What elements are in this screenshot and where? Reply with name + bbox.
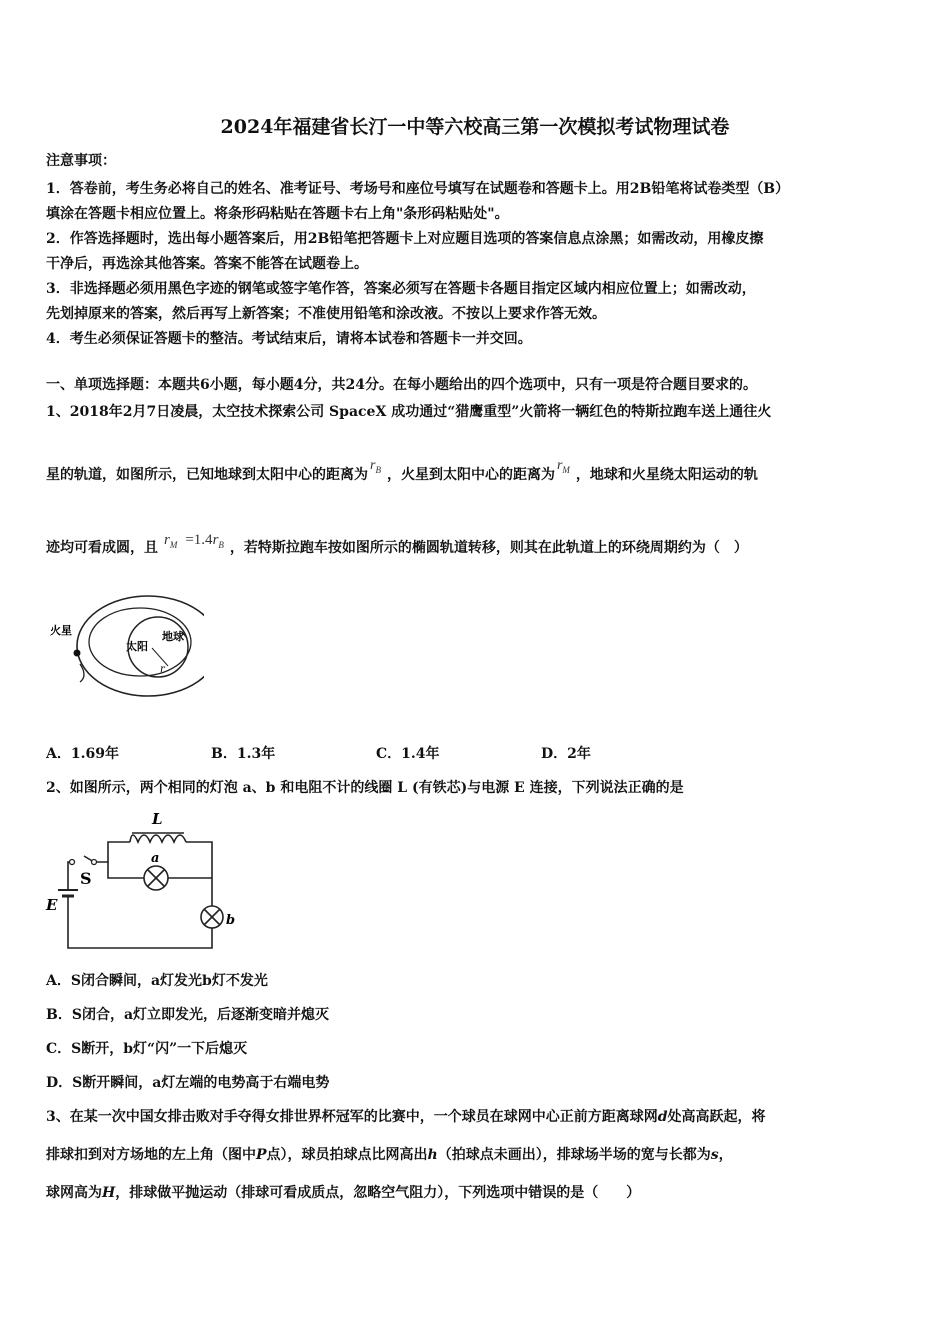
right-wire [186,842,212,906]
variable-d: d [657,1109,668,1125]
q3-text: 3、在某一次中国女排击败对手夺得女排世界杯冠军的比赛中，一个球员在球网中心正前方距离球网 [46,1109,658,1125]
q1-option-a[interactable]: A．1.69年 [46,746,119,762]
q3-stem-line2 [46,1146,733,1164]
inductor-label: L [152,810,163,828]
notice-line: 先划掉原来的答案，然后再写上新答案；不准使用铅笔和涂改液。不按以上要求作答无效。 [46,306,606,322]
q3-text: 球网高为 [46,1185,102,1201]
page-title: 2024年福建省长汀一中等六校高三第一次模拟考试物理试卷 [220,116,730,138]
q3-stem-line3 [46,1184,640,1202]
notice-line: 填涂在答题卡相应位置上。将条形码粘贴在答题卡右上角"条形码粘贴处"。 [46,206,509,222]
source-label: E [46,896,58,914]
notice-heading: 注意事项： [46,153,116,169]
q1-option-d[interactable]: D．2年 [541,746,591,762]
orbit-figure [44,590,204,710]
left-wire [68,862,72,890]
bottom-wire [68,896,212,948]
switch-contact [92,860,97,865]
notice-line: 干净后，再选涂其他答案。答案不能答在试题卷上。 [46,256,368,272]
radius-label: r [160,664,165,675]
notice-line: 1．答卷前，考生务必将自己的姓名、准考证号、考场号和座位号填写在试题卷和答题卡上。用2B铅笔将试卷类型（B） [46,181,790,197]
sun-label: 太阳 [126,640,148,653]
circuit-figure [44,806,244,958]
q1-stem-line3 [46,532,748,562]
inductor-coil [130,835,186,842]
q2-stem: 2、如图所示，两个相同的灯泡 a、b 和电阻不计的线圈 L (有铁芯)与电源 E 连接，下列说法正确的是 [46,780,684,796]
radius-relation: $r_M =1.4r_B$ [164,532,224,550]
notice-line: 4．考生必须保证答题卡的整洁。考试结束后，请将本试卷和答题卡一并交回。 [46,331,532,347]
q3-text: ， [718,1147,733,1163]
q3-text: 点），球员拍球点比网高出 [266,1147,428,1163]
notice-line: 3．非选择题必须用黑色字迹的钢笔或签字笔作答，答案必须写在答题卡各题目指定区域内相应位置上；如需改动， [46,281,756,297]
q3-text: ，排球做平抛运动（排球可看成质点，忽略空气阻力），下列选项中错误的是（ ） [115,1185,641,1201]
q2-option-c[interactable]: C．S断开，b灯“闪”一下后熄灭 [46,1041,248,1057]
mars-label: 火星 [50,624,72,637]
variable-H: H [102,1185,116,1201]
q2-option-d[interactable]: D．S断开瞬间，a灯左端的电势高于右端电势 [46,1075,330,1091]
top-left-wire [94,842,130,862]
q1-text: ，若特斯拉跑车按如图所示的椭圆轨道转移，则其在此轨道上的环绕周期约为（ ） [229,540,748,556]
q1-text: 迹均可看成圆，且 [46,540,158,556]
q3-text: （拍球点未画出），排球场半场的宽与长都为 [437,1147,711,1163]
q1-option-c[interactable]: C．1.4年 [376,746,440,762]
earth-label: 地球 [162,630,184,643]
q2-option-a[interactable]: A．S闭合瞬间，a灯发光b灯不发光 [46,973,268,989]
switch-label: S [80,869,92,888]
q3-stem-line1 [46,1108,766,1126]
switch-contact [70,860,75,865]
q1-stem-line2 [46,458,758,489]
q1-text: ，火星到太阳中心的距离为 [386,467,555,483]
variable-h: h [427,1147,438,1163]
q3-text: 处高高跃起，将 [667,1109,766,1125]
q1-text: 星的轨道，如图所示，已知地球到太阳中心的距离为 [46,467,368,483]
variable-s: s [710,1147,719,1163]
notice-line: 2．作答选择题时，选出每小题答案后，用2B铅笔把答题卡上对应题目选项的答案信息点涂黑；如需改动，用橡皮擦 [46,231,764,247]
variable-p: P [256,1147,267,1163]
q2-option-b[interactable]: B．S闭合，a灯立即发光，后逐渐变暗并熄灭 [46,1007,330,1023]
lamp-b-label: b [226,913,236,928]
lamp-a-label: a [151,851,160,866]
r-b-symbol: $r_B$ [370,458,381,475]
r-m-symbol: $r_M$ [556,458,570,475]
q1-option-b[interactable]: B．1.3年 [211,746,276,762]
mars-dot [74,650,81,657]
q1-stem-line1: 1、2018年2月7日凌晨，太空技术探索公司 SpaceX 成功通过“猎鹰重型”火箭将一辆红色的特斯拉跑车送上通往火 [46,404,772,420]
q1-text: ，地球和火星绕太阳运动的轨 [575,467,758,483]
q3-text: 排球扣到对方场地的左上角（图中 [46,1147,256,1163]
section-heading: 一、单项选择题：本题共6小题，每小题4分，共24分。在每小题给出的四个选项中，只有一项是符合题目要求的。 [46,377,757,393]
lamp-a-left-wire [108,862,144,878]
